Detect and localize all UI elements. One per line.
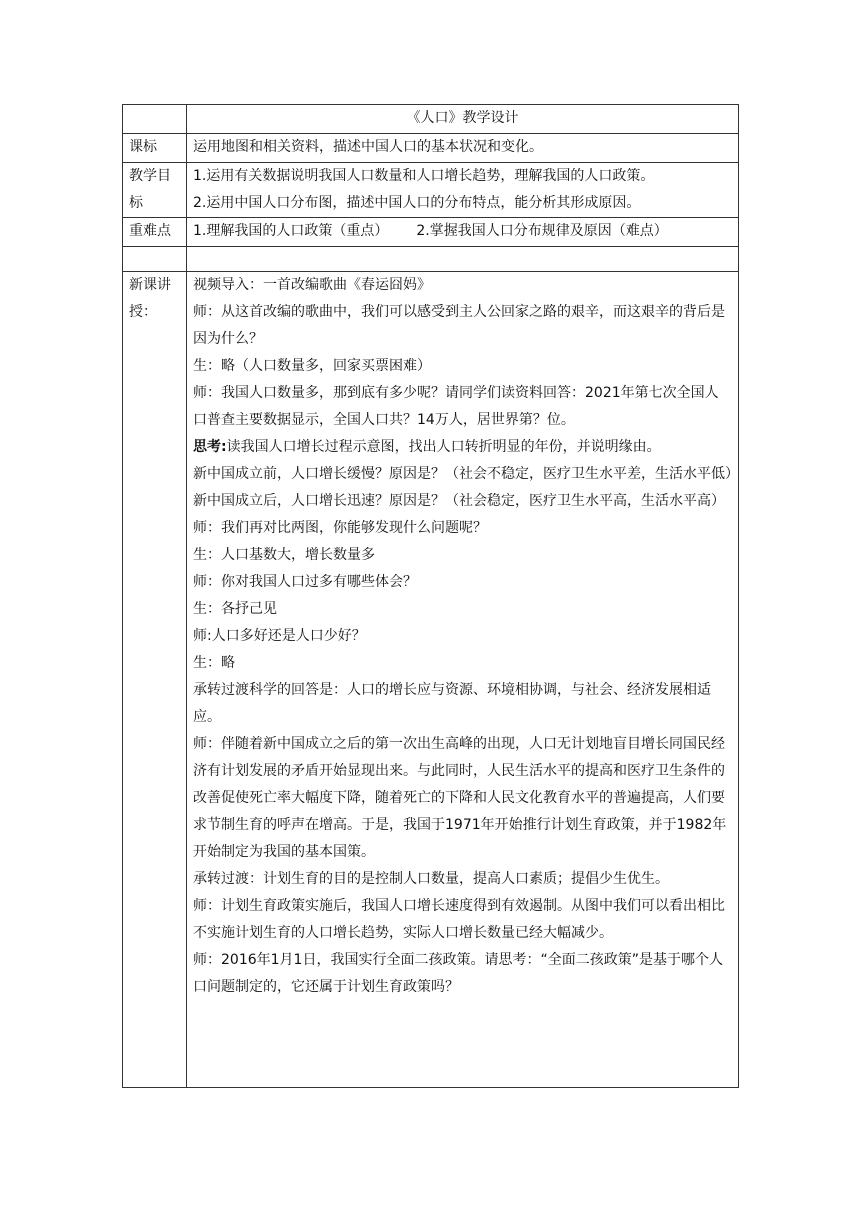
key-point-1: 1.理解我国的人口政策（重点） [193,223,389,239]
lesson-paragraph: 新中国成立前，人口增长缓慢？原因是？（社会不稳定，医疗卫生水平差，生活水平低） [193,466,739,482]
lesson-paragraph: 生：人口基数大，增长数量多 [193,547,375,563]
lesson-paragraph: 承转过渡科学的回答是：人口的增长应与资源、环境相协调，与社会、经济发展相适应。 [193,682,711,725]
goal-item: 2.运用中国人口分布图，描述中国人口的分布特点，能分析其形成原因。 [193,195,641,211]
document-title: 《人口》教学设计 [187,105,739,134]
empty-row [123,247,739,272]
goal-item: 1.运用有关数据说明我国人口数量和人口增长趋势，理解我国的人口政策。 [193,168,655,184]
lesson-paragraph: 视频导入：一首改编歌曲《春运囧妈》 [193,277,431,293]
lesson-paragraph: 师：伴随着新中国成立之后的第一次出生高峰的出现，人口无计划地盲目增长同国民经济有计划发展的矛盾开始显现出来。与此同时，人民生活水平的提高和医疗卫生条件的改善促使死亡率大幅度下降，随着死亡的下降和人民文化教育水平的普遍提高，人们要求节制生育的呼声在增高。于是，我国于1971年开始推行计划生育政策，并于1982年开始制定为我国的基本国策。 [193,736,727,860]
goals-cell [187,163,739,218]
lesson-plan-table [122,104,739,1088]
lesson-paragraph: 师：我们再对比两图，你能够发现什么问题呢？ [193,520,487,536]
title-row [123,105,739,134]
standard-text: 运用地图和相关资料，描述中国人口的基本状况和变化。 [187,134,739,163]
lesson-paragraph: 师：计划生育政策实施后，我国人口增长速度得到有效遏制。从图中我们可以看出相比不实施计划生育的人口增长趋势，实际人口增长数量已经大幅减少。 [193,898,725,941]
goals-label: 教学目标 [123,163,187,218]
empty-cell [187,247,739,272]
lesson-paragraph: 承转过渡：计划生育的目的是控制人口数量，提高人口素质；提倡少生优生。 [193,871,669,887]
lesson-paragraph: 师：你对我国人口过多有哪些体会？ [193,574,417,590]
think-keyword: 思考: [193,439,227,455]
lesson-paragraph: 生：略 [193,655,235,671]
standard-label: 课标 [123,134,187,163]
lesson-paragraph: 师:人口多好还是人口少好？ [193,628,366,644]
lesson-content [187,272,739,1088]
lesson-row [123,272,739,1088]
lesson-paragraph: 师：2016年1月1日，我国实行全面二孩政策。请思考：“全面二孩政策”是基于哪个人口问题制定的，它还属于计划生育政策吗？ [193,952,723,995]
key-points-row [123,218,739,247]
think-text: 读我国人口增长过程示意图，找出人口转折明显的年份，并说明缘由。 [226,439,661,455]
key-points-cell [187,218,739,247]
goals-row [123,163,739,218]
standard-row [123,134,739,163]
lesson-paragraph: 师：我国人口数量多，那到底有多少呢？请同学们读资料回答：2021年第七次全国人口普查主要数据显示，全国人口共？14万人，居世界第？位。 [193,385,719,428]
lesson-paragraph: 生：各抒己见 [193,601,277,617]
lesson-paragraph [193,434,732,461]
key-points-label: 重难点 [123,218,187,247]
lesson-paragraph: 师：从这首改编的歌曲中，我们可以感受到主人公回家之路的艰辛，而这艰辛的背后是因为什么？ [193,304,725,347]
lesson-label: 新课讲授： [123,272,187,1088]
title-label-cell [123,105,187,134]
lesson-paragraph: 新中国成立后，人口增长迅速？原因是？（社会稳定，医疗卫生水平高，生活水平高） [193,493,725,509]
empty-cell [123,247,187,272]
lesson-paragraph: 生：略（人口数量多，回家买票困难） [193,358,431,374]
key-point-2: 2.掌握我国人口分布规律及原因（难点） [416,223,668,239]
